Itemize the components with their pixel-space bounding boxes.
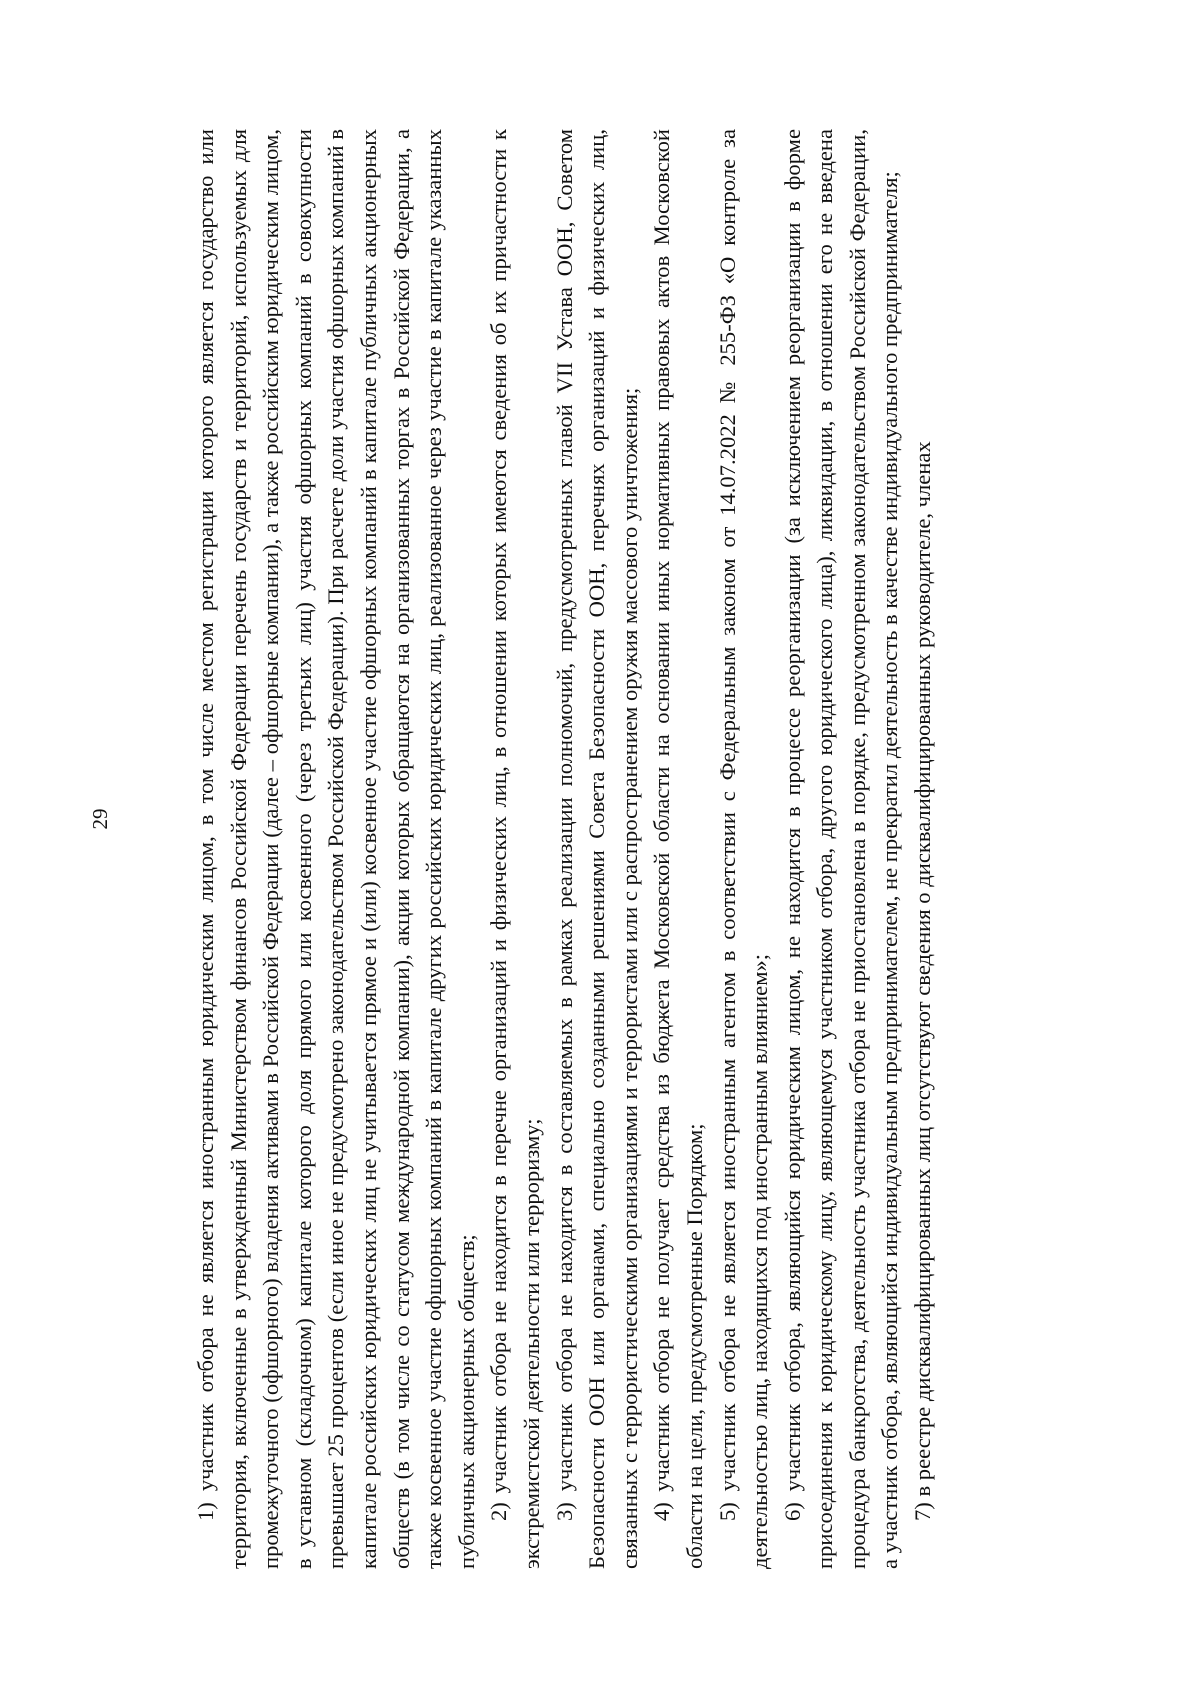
list-item: 1) участник отбора не является иностранным юридическим лицом, в том числе местом регистрации которого является государство или территория, включенные в утвержденный Министерством финансов Российской Федерации перечень государств и территорий, используемых для промежуточного (офшорного) владения активами в Российской Федерации (далее – офшорные компании), а также российским юридическим лицом, в уставном (складочном) капитале которого доля прямого или косвенного (через третьих лиц) участия офшорных компаний в совокупности превышает 25 процентов (если иное не предусмотрено законодательством Российской Федерации). При расчете доли участия офшорных компаний в капитале российских юридических лиц не учитывается прямое и (или) косвенное участие офшорных компаний в капитале публичных акционерных обществ (в том числе со статусом международной компании), акции которых обращаются на организованных торгах в Российской Федерации, а также косвенное участие офшорных компаний в капитале других российских юридических лиц, реализованное через участие в капитале указанных публичных акционерных обществ; [193, 129, 479, 1569]
list-item: 6) участник отбора, являющийся юридическим лицом, не находится в процессе реорганизации (за исключением реорганизации в форме присоединения к юридическому лицу, являющемуся участником отбора, другого юридического лица), ликвидации, в отношении его не введена процедура банкротства, деятельность участника отбора не приостановлена в порядке, предусмотренном законодательством Российской Федерации, а участник отбора, являющийся индивидуальным предпринимателем, не прекратил деятельность в качестве индивидуального предпринимателя; [779, 129, 903, 1569]
list-item: 4) участник отбора не получает средства из бюджета Московской области на основании иных нормативных правовых актов Московской области на цели, предусмотренные Порядком; [649, 129, 707, 1569]
list-item: 3) участник отбора не находится в составляемых в рамках реализации полномочий, предусмотренных главой VII Устава ООН, Советом Безопасности ООН или органами, специально созданными решениями Совета Безопасности ООН, перечнях организаций и физических лиц, связанных с террористическими организациями и террористами или с распространением оружия массового уничтожения; [551, 129, 642, 1569]
list-item: 5) участник отбора не является иностранным агентом в соответствии с Федеральным законом от 14.07.2022 № 255-ФЗ «О контроле за деятельностью лиц, находящихся под иностранным влиянием»; [714, 129, 773, 1569]
page-number: 29 [88, 808, 112, 830]
list-item: 2) участник отбора не находится в перечне организаций и физических лиц, в отношении которых имеются сведения об их причастности к экстремистской деятельности или терроризму; [486, 129, 544, 1569]
list-item: 7) в реестре дисквалифицированных лиц отсутствуют сведения о дисквалифицированных руководителе, членах [910, 441, 936, 1521]
document-body [190, 129, 1050, 1569]
